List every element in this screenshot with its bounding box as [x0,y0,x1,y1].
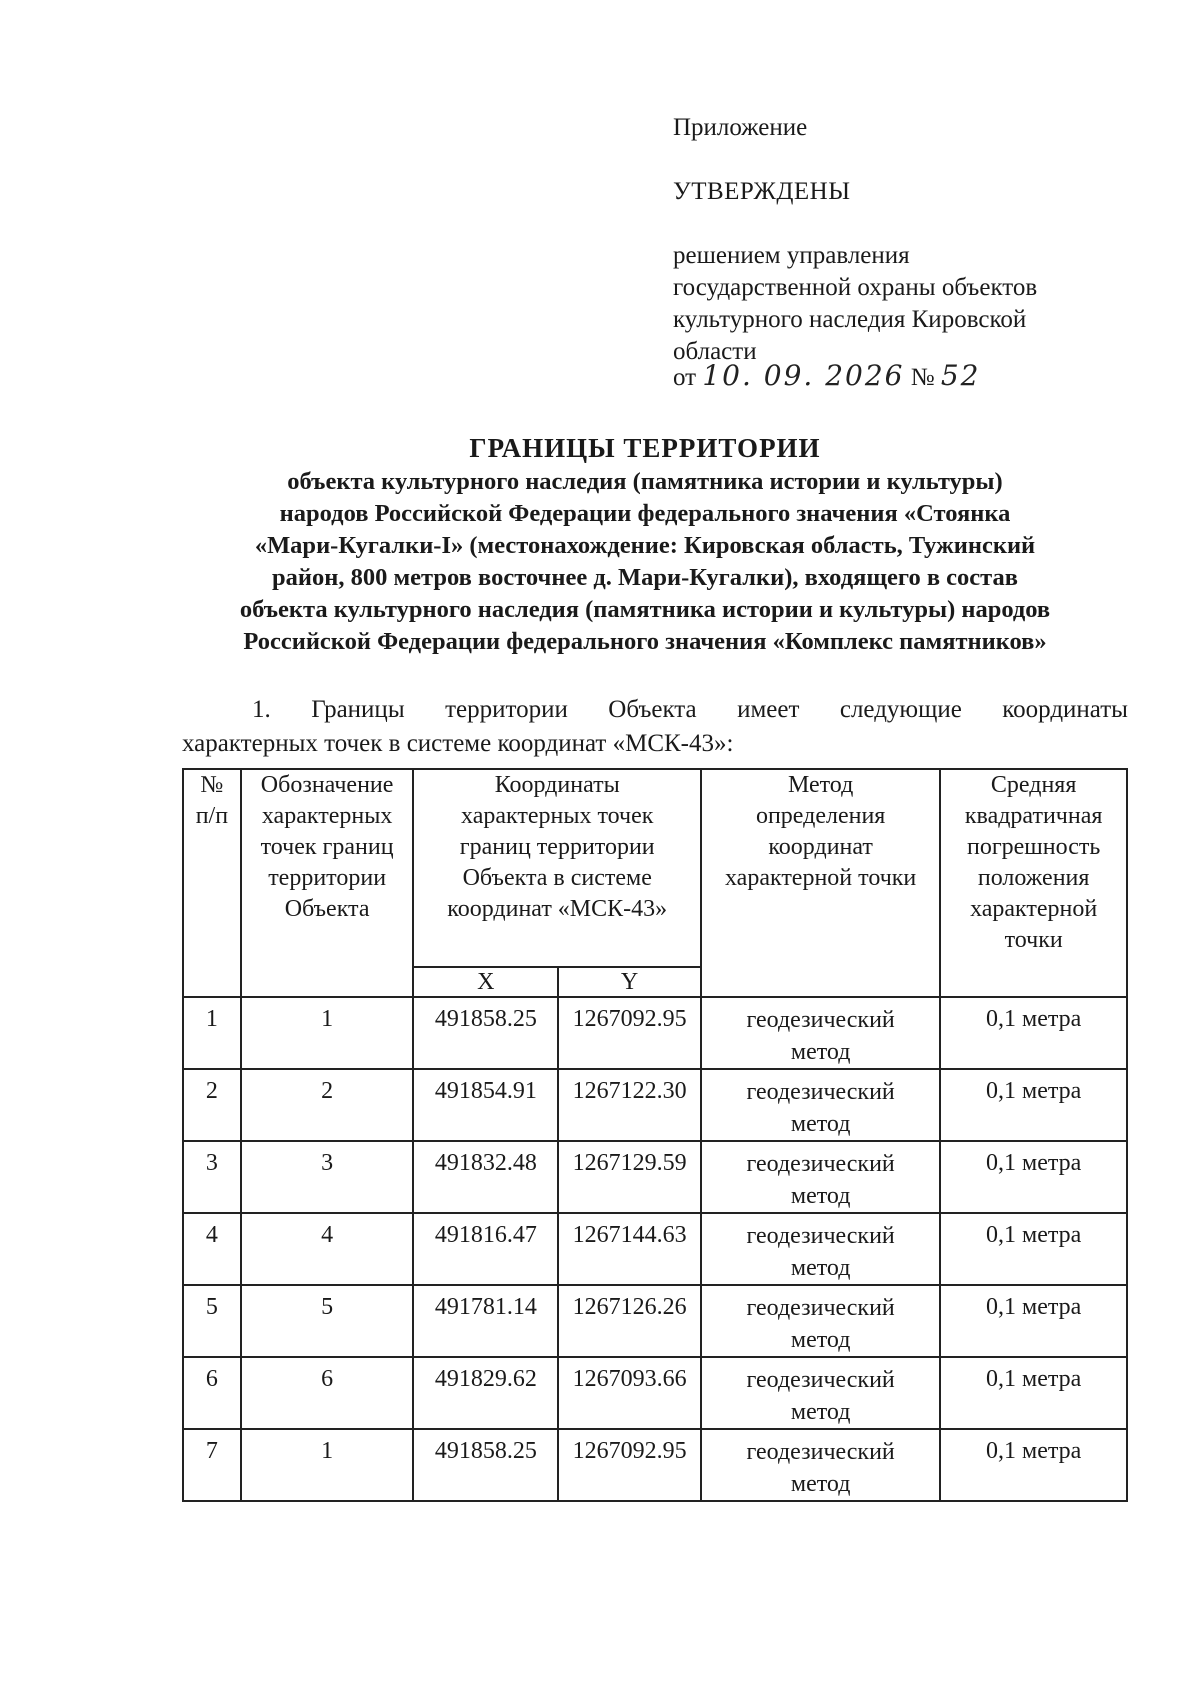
handwritten-date: 10. 09. 2026 [702,359,905,392]
header-text: точки [1004,927,1063,953]
method-text: метод [790,1039,851,1065]
approved-by-text [673,240,1143,368]
cell-x: 491829.62 [413,1357,558,1429]
header-error [940,769,1127,997]
table-row [183,1357,1127,1429]
subtitle-line: объекта культурного наследия (памятника истории и культуры) народов [239,596,1051,623]
intro-word: имеет [737,696,800,723]
method-text: геодезический [746,1223,895,1249]
method-text: геодезический [746,1079,895,1105]
approved-by-line: решением управления [673,242,910,269]
method-text: метод [790,1471,851,1497]
header-text: определения [755,803,886,829]
header-text: точек границ [260,834,394,860]
cell-y: 1267129.59 [558,1141,701,1213]
subtitle-line: Российской Федерации федерального значения «Комплекс памятников» [243,628,1047,655]
header-text: Объекта [284,896,370,922]
method-text: геодезический [746,1439,895,1465]
cell-y: 1267092.95 [558,997,701,1069]
cell-method [701,1285,940,1357]
header-text: характерной [970,896,1098,922]
method-text: метод [790,1183,851,1209]
title-block [150,430,1140,658]
cell-num: 1 [183,997,241,1069]
header-designation [241,769,414,997]
cell-num: 6 [183,1357,241,1429]
cell-x: 491816.47 [413,1213,558,1285]
cell-y: 1267093.66 [558,1357,701,1429]
method-text: геодезический [746,1151,895,1177]
cell-method [701,997,940,1069]
cell-error: 0,1 метра [940,1285,1127,1357]
cell-num: 3 [183,1141,241,1213]
date-prefix: от [673,364,697,391]
intro-word: координаты [1002,696,1128,723]
handwritten-number: 52 [940,359,981,392]
method-text: геодезический [746,1295,895,1321]
cell-num: 5 [183,1285,241,1357]
cell-x: 491781.14 [413,1285,558,1357]
cell-x: 491854.91 [413,1069,558,1141]
intro-paragraph [182,693,1128,761]
cell-point: 1 [241,997,414,1069]
subtitle-line: народов Российской Федерации федерального значения «Стоянка [279,500,1011,527]
approved-by-line: области [673,338,757,365]
table-row [183,1285,1127,1357]
cell-error: 0,1 метра [940,1357,1127,1429]
cell-x: 491858.25 [413,1429,558,1501]
cell-num: 2 [183,1069,241,1141]
header-method [701,769,940,997]
document-title: ГРАНИЦЫ ТЕРРИТОРИИ [469,433,821,463]
cell-point: 2 [241,1069,414,1141]
cell-point: 3 [241,1141,414,1213]
table-row [183,1429,1127,1501]
header-text: координат «МСК-43» [447,896,668,922]
header-text: п/п [195,803,229,829]
header-text: характерных [261,803,393,829]
cell-point: 5 [241,1285,414,1357]
intro-word: Границы [311,696,405,723]
cell-method [701,1141,940,1213]
header-num [183,769,241,997]
header-text: характерных точек [461,803,654,829]
header-text: Средняя [990,772,1077,798]
cell-error: 0,1 метра [940,1141,1127,1213]
header-text: погрешность [966,834,1101,860]
cell-point: 1 [241,1429,414,1501]
intro-word: территории [445,696,568,723]
cell-y: 1267126.26 [558,1285,701,1357]
appendix-label: Приложение [673,114,808,141]
cell-method [701,1429,940,1501]
cell-y: 1267122.30 [558,1069,701,1141]
header-text: № [200,772,224,798]
approved-label: УТВЕРЖДЕНЫ [673,178,851,205]
subtitle-line: объекта культурного наследия (памятника истории и культуры) [287,468,1003,495]
coordinates-table [182,768,1128,1502]
header-text: Объекта в системе [462,865,652,891]
header-coordinates [413,769,701,967]
header-text: границ территории [459,834,655,860]
cell-point: 6 [241,1357,414,1429]
table-row [183,1141,1127,1213]
cell-x: 491832.48 [413,1141,558,1213]
cell-num: 4 [183,1213,241,1285]
header-text: координат [768,834,873,860]
intro-line-1 [182,693,1128,727]
cell-point: 4 [241,1213,414,1285]
cell-method [701,1069,940,1141]
header-text: территории [268,865,387,891]
cell-error: 0,1 метра [940,1069,1127,1141]
table-row [183,997,1127,1069]
subtitle-line: район, 800 метров восточнее д. Мари-Кугалки), входящего в состав [272,564,1018,591]
table-row [183,1069,1127,1141]
approved-by-line: культурного наследия Кировской [673,306,1027,333]
method-text: метод [790,1111,851,1137]
intro-line-2: характерных точек в системе координат «МСК-43»: [182,730,734,757]
cell-method [701,1213,940,1285]
method-text: геодезический [746,1007,895,1033]
table-header-row [183,769,1127,967]
cell-y: 1267144.63 [558,1213,701,1285]
table-row [183,1213,1127,1285]
method-text: метод [790,1399,851,1425]
cell-num: 7 [183,1429,241,1501]
subtitle-line: «Мари-Кугалки-I» (местонахождение: Кировская область, Тужинский [254,532,1036,559]
header-text: Координаты [494,772,620,798]
header-text: Метод [787,772,854,798]
approved-by-line: государственной охраны объектов [673,274,1038,301]
document-subtitle [150,466,1140,658]
method-text: геодезический [746,1367,895,1393]
intro-word: следующие [839,696,962,723]
cell-method [701,1357,940,1429]
header-text: Обозначение [260,772,394,798]
method-text: метод [790,1327,851,1353]
cell-y: 1267092.95 [558,1429,701,1501]
method-text: метод [790,1255,851,1281]
header-text: квадратичная [964,803,1103,829]
cell-error: 0,1 метра [940,997,1127,1069]
cell-x: 491858.25 [413,997,558,1069]
number-sign: № [910,364,935,391]
header-y: Y [558,967,701,997]
intro-word: 1. [252,696,271,723]
header-x: X [413,967,558,997]
header-text: положения [977,865,1090,891]
cell-error: 0,1 метра [940,1213,1127,1285]
intro-word: Объекта [608,696,697,723]
decision-date-line [673,360,980,394]
cell-error: 0,1 метра [940,1429,1127,1501]
header-text: характерной точки [724,865,917,891]
